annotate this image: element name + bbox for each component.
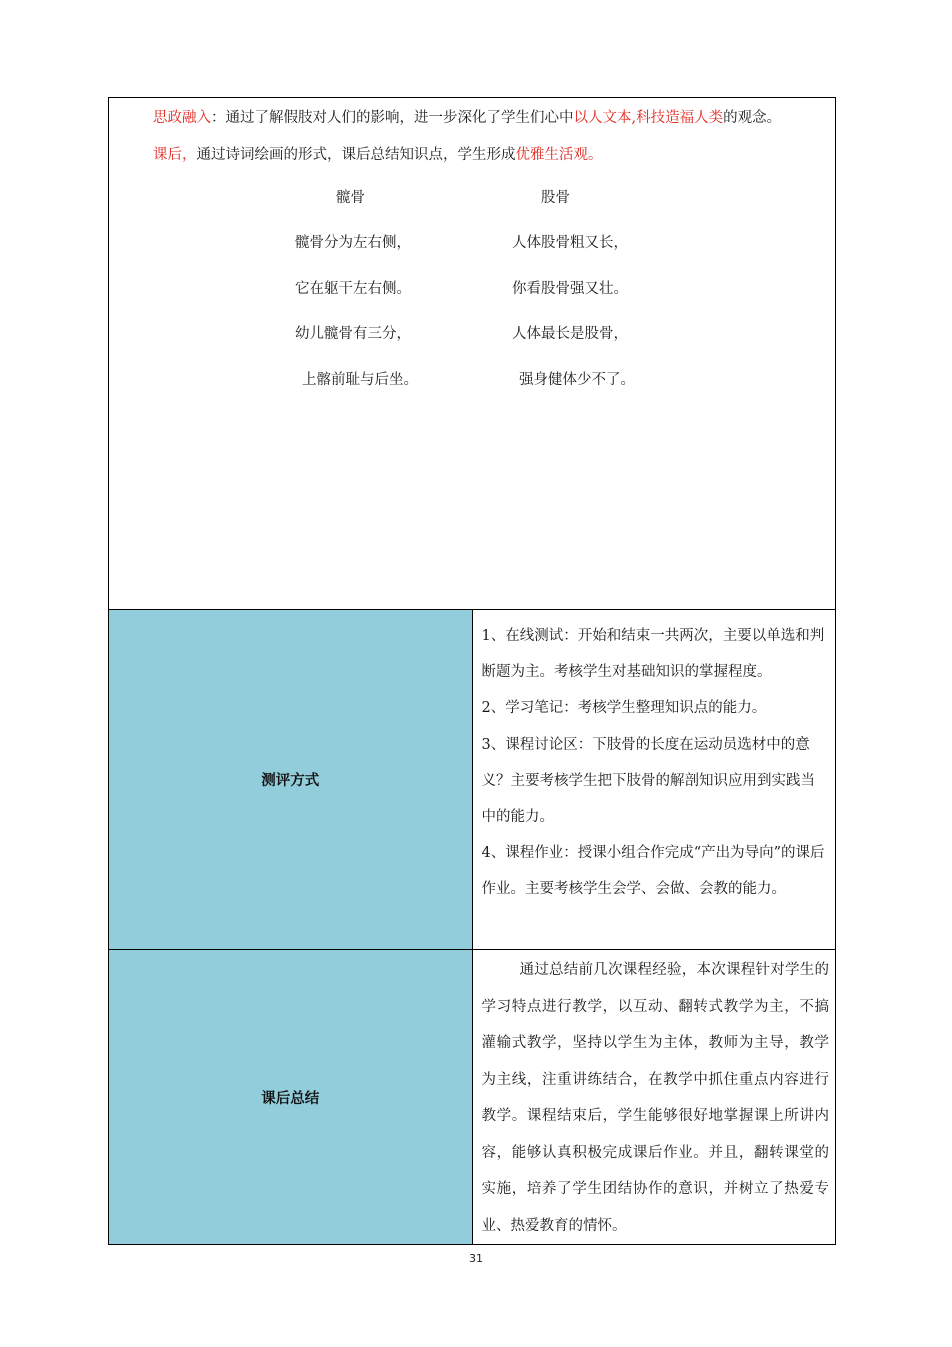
summary-text: 通过总结前几次课程经验，本次课程针对学生的学习特点进行教学，以互动、翻转式教学为主，不搞灌输式教学，坚持以学生为主体，教师为主导，教学为主线，注重讲练结合，在教学中抓住重点内容进行教学。课程结束后，学生能够很好地掌握课上所讲内容，能够认真积极完成课后作业。并且，翻转课堂的实施，培养了学生团结协作的意识，并树立了热爱专业、热爱教育的情怀。: [481, 962, 829, 1234]
after-class-paragraph: [115, 137, 831, 174]
ideology-highlight: 以人文本,科技造福人类: [573, 110, 724, 126]
right-poem-title: 股骨: [541, 190, 570, 206]
ideology-paragraph: [115, 100, 831, 137]
summary-row: [109, 950, 836, 1245]
right-poem-line: 强身健体少不了。: [519, 372, 635, 388]
evaluation-item: 1、在线测试：开始和结束一共两次，主要以单选和判断题为主。考核学生对基础知识的掌握程度。: [481, 628, 825, 681]
evaluation-label: 测评方式: [261, 773, 320, 789]
evaluation-row: [109, 610, 836, 950]
right-poem-line: 人体最长是股骨，: [512, 326, 628, 342]
after-class-text: 通过诗词绘画的形式，课后总结知识点，学生形成: [196, 147, 516, 163]
evaluation-label-cell: [109, 610, 473, 950]
right-poem-line: 人体股骨粗又长，: [512, 235, 628, 251]
poems-block: [115, 174, 831, 414]
intro-row: [109, 98, 836, 610]
evaluation-item: 3、课程讨论区：下肢骨的长度在运动员选材中的意义？主要考核学生把下肢骨的解剖知识应用到实践当中的能力。: [481, 736, 815, 826]
page-number: 31: [469, 1252, 483, 1265]
summary-label-cell: [109, 950, 473, 1245]
evaluation-content-cell: [472, 610, 836, 950]
summary-content-cell: [472, 950, 836, 1245]
ideology-label: 思政融入: [153, 110, 211, 126]
after-class-highlight: 优雅生活观。: [515, 147, 603, 163]
intro-cell: [109, 98, 836, 610]
summary-label: 课后总结: [261, 1090, 320, 1107]
ideology-text-1: ：通过了解假肢对人们的影响，进一步深化了学生们心中: [211, 110, 574, 126]
lesson-table: [108, 97, 836, 1245]
evaluation-item: 2、学习笔记：考核学生整理知识点的能力。: [481, 700, 767, 717]
left-poem-title: 髋骨: [336, 190, 365, 206]
evaluation-item: 4、课程作业：授课小组合作完成“产出为导向”的课后作业。主要考核学生会学、会做、会教的能力。: [481, 845, 825, 898]
after-class-label: 课后，: [153, 147, 197, 163]
left-poem-line: 幼儿髋骨有三分，: [295, 326, 411, 342]
left-poem-line: 上髂前耻与后坐。: [302, 372, 418, 388]
ideology-text-2: 的观念。: [723, 110, 782, 126]
left-poem-line: 它在躯干左右侧。: [295, 281, 411, 297]
right-poem-line: 你看股骨强又壮。: [512, 281, 628, 297]
left-poem-line: 髋骨分为左右侧，: [295, 235, 411, 251]
